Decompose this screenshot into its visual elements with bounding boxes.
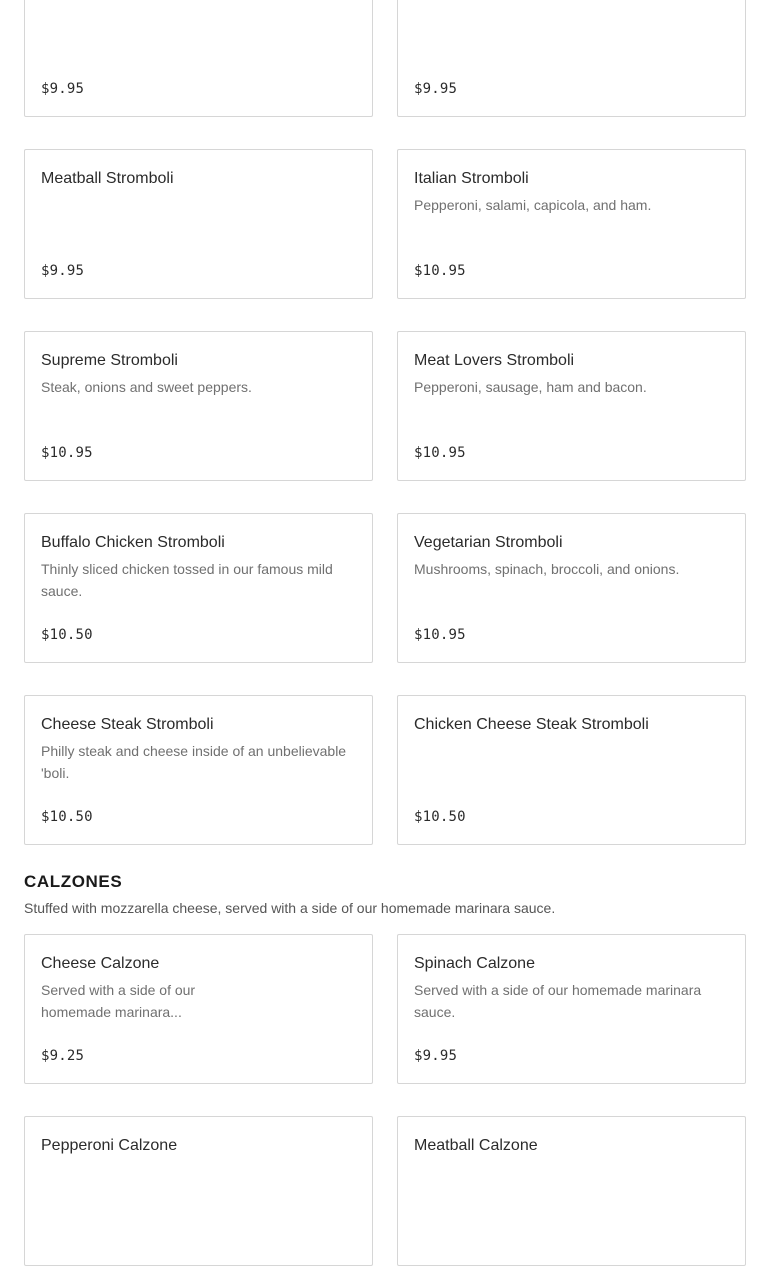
item-name: Meatball Stromboli: [41, 170, 174, 187]
item-price: $9.95: [414, 1048, 458, 1064]
item-price: $10.50: [41, 627, 93, 643]
menu-item-card-meat-lovers-stromboli[interactable]: [397, 331, 746, 481]
item-price: $9.95: [41, 81, 85, 97]
stromboli-grid: [24, 0, 746, 845]
item-name: Cheese Calzone: [41, 955, 160, 972]
menu-item-card-buffalo-chicken-stromboli[interactable]: [24, 513, 373, 663]
menu-item-card-chicken-cheese-steak-stromboli[interactable]: [397, 695, 746, 845]
item-price: $10.50: [41, 809, 93, 825]
item-price: $10.95: [41, 445, 93, 461]
menu-item-card-spinach-calzone[interactable]: [397, 934, 746, 1084]
item-name: Cheese Steak Stromboli: [41, 716, 214, 733]
item-name: Buffalo Chicken Stromboli: [41, 534, 225, 551]
menu-content: [24, 0, 746, 1266]
item-price: $10.95: [414, 445, 466, 461]
item-description: Mushrooms, spinach, broccoli, and onions.: [414, 561, 680, 577]
item-price: $10.95: [414, 263, 466, 279]
item-description: Steak, onions and sweet peppers.: [41, 379, 252, 395]
menu-item-card-italian-stromboli[interactable]: [397, 149, 746, 299]
item-price: $9.95: [41, 263, 85, 279]
item-description: Served with a side of our homemade marinara...: [41, 982, 196, 1020]
item-name: Supreme Stromboli: [41, 352, 178, 369]
menu-item-card-meatball-stromboli[interactable]: [24, 149, 373, 299]
item-price: $10.50: [414, 809, 466, 825]
item-description: Pepperoni, sausage, ham and bacon.: [414, 379, 647, 395]
menu-item-card-meatball-calzone[interactable]: [397, 1116, 746, 1266]
item-description: Served with a side of our homemade marinara sauce.: [414, 982, 702, 1020]
menu-item-card-supreme-stromboli[interactable]: [24, 331, 373, 481]
menu-item-card-cheese-calzone[interactable]: [24, 934, 373, 1084]
item-description: Pepperoni, salami, capicola, and ham.: [414, 197, 652, 213]
menu-item-card-pepperoni-calzone[interactable]: [24, 1116, 373, 1266]
item-price: $9.95: [414, 81, 458, 97]
section-description-calzones: Stuffed with mozzarella cheese, served with a side of our homemade marinara sauce.: [24, 900, 556, 916]
item-name: Meat Lovers Stromboli: [414, 352, 575, 369]
item-name: Pepperoni Calzone: [41, 1137, 178, 1154]
item-name: Italian Stromboli: [414, 170, 529, 187]
menu-item-card-cheese-steak-stromboli[interactable]: [24, 695, 373, 845]
menu-item-card-vegetarian-stromboli[interactable]: [397, 513, 746, 663]
item-description: Philly steak and cheese inside of an unbelievable 'boli.: [41, 743, 347, 781]
item-name: Vegetarian Stromboli: [414, 534, 563, 551]
item-name: Meatball Calzone: [414, 1137, 538, 1154]
menu-item-card[interactable]: [24, 0, 373, 117]
item-name: Chicken Cheese Steak Stromboli: [414, 716, 649, 733]
item-price: $10.95: [414, 627, 466, 643]
item-name: Spinach Calzone: [414, 955, 535, 972]
menu-item-card[interactable]: [397, 0, 746, 117]
section-title-calzones: CALZONES: [24, 872, 123, 891]
calzones-grid: [24, 934, 746, 1266]
item-price: $9.25: [41, 1048, 85, 1064]
item-description: Thinly sliced chicken tossed in our famous mild sauce.: [41, 561, 333, 599]
